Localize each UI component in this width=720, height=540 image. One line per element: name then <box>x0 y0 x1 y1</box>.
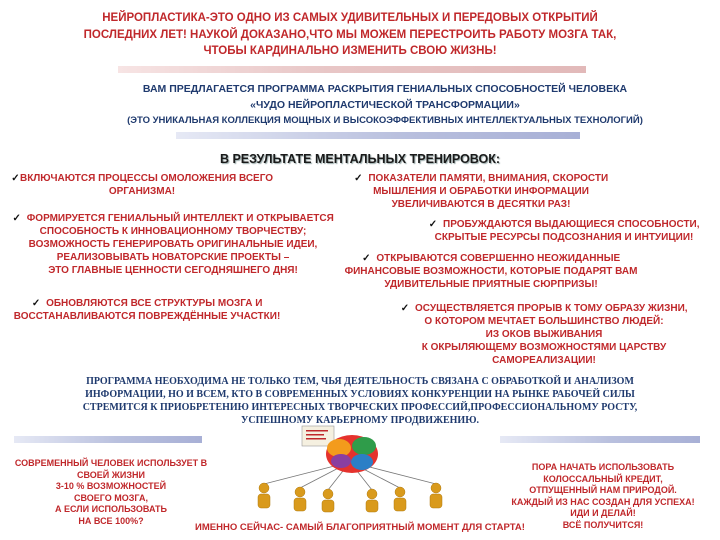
footer-call-to-action: ИМЕННО СЕЙЧАС- САМЫЙ БЛАГОПРИЯТНЫЙ МОМЕНТ ДЛЯ СТАРТА! <box>195 522 525 533</box>
bottom-left-text: СОВРЕМЕННЫЙ ЧЕЛОВЕК ИСПОЛЬЗУЕТ В СВОЕЙ ЖИЗНИ 3-10 % ВОЗМОЖНОСТЕЙ СВОЕГО МОЗГА, А ЕСЛИ ИСПОЛЬЗОВАТЬ НА ВСЕ 100%? <box>14 458 208 526</box>
checkmark-icon: ✓ <box>428 219 438 230</box>
checkmark-icon: ✓ <box>354 173 363 184</box>
brain-mindmap-illustration <box>240 424 460 520</box>
divider-blue-bottom-right <box>500 436 700 443</box>
program-line: (ЭТО УНИКАЛЬНАЯ КОЛЛЕКЦИЯ МОЩНЫХ И ВЫСОКОЭФФЕКТИВНЫХ ИНТЕЛЛЕКТУАЛЬНЫХ ТЕХНОЛОГИЙ) <box>127 115 643 126</box>
program-line: ВАМ ПРЕДЛАГАЕТСЯ ПРОГРАММА РАСКРЫТИЯ ГЕНИАЛЬНЫХ СПОСОБНОСТЕЙ ЧЕЛОВЕКА <box>142 83 628 95</box>
checkmark-icon: ✓ <box>12 213 21 224</box>
left-item-rejuvenation: ✓ВКЛЮЧАЮТСЯ ПРОЦЕССЫ ОМОЛОЖЕНИЯ ВСЕГО ОРГАНИЗМА! <box>11 173 274 197</box>
right-item-memory: ✓ ПОКАЗАТЕЛИ ПАМЯТИ, ВНИМАНИЯ, СКОРОСТИ МЫШЛЕНИЯ И ОБРАБОТКИ ИНФОРМАЦИИ УВЕЛИЧИВАЮТСЯ В ДЕСЯТКИ РАЗ! <box>354 173 609 210</box>
header-text <box>30 10 670 60</box>
header-line: НЕЙРОПЛАСТИКА-ЭТО ОДНО ИЗ САМЫХ УДИВИТЕЛЬНЫХ И ПЕРЕДОВЫХ ОТКРЫТИЙ <box>102 12 598 24</box>
results-heading: В РЕЗУЛЬТАТЕ МЕНТАЛЬНЫХ ТРЕНИРОВОК: <box>219 152 501 166</box>
divider-blue-top <box>176 132 580 139</box>
right-item-abilities: ✓ ПРОБУЖДАЮТСЯ ВЫДАЮЩИЕСЯ СПОСОБНОСТИ, СКРЫТЫЕ РЕСУРСЫ ПОДСОЗНАНИЯ И ИНТУИЦИИ! <box>428 219 700 243</box>
checkmark-icon: ✓ <box>11 173 20 184</box>
checkmark-icon: ✓ <box>31 298 41 309</box>
bottom-right-text: ПОРА НАЧАТЬ ИСПОЛЬЗОВАТЬ КОЛОССАЛЬНЫЙ КРЕДИТ, ОТПУЩЕННЫЙ НАМ ПРИРОДОЙ. КАЖДЫЙ ИЗ НАС СОЗДАН ДЛЯ УСПЕХА! ИДИ И ДЕЛАЙ! ВСЁ ПОЛУЧИТСЯ! <box>511 462 695 530</box>
header-line: ПОСЛЕДНИХ ЛЕТ! НАУКОЙ ДОКАЗАНО,ЧТО МЫ МОЖЕМ ПЕРЕСТРОИТЬ РАБОТУ МОЗГА ТАК, <box>83 28 617 41</box>
checkmark-icon: ✓ <box>400 303 410 314</box>
header-line: ЧТОБЫ КАРДИНАЛЬНО ИЗМЕНИТЬ СВОЮ ЖИЗНЬ! <box>203 45 497 57</box>
program-need-paragraph: ПРОГРАММА НЕОБХОДИМА НЕ ТОЛЬКО ТЕМ, ЧЬЯ ДЕЯТЕЛЬНОСТЬ СВЯЗАНА С ОБРАБОТКОЙ И АНАЛИЗОМ ИНФОРМАЦИИ, НО И ВСЕМ, КТО В СОВРЕМЕННЫХ УСЛОВИЯХ КОНКУРЕНЦИИ НА РЫНКЕ РАБОЧЕЙ СИЛЫ СТРЕМИТСЯ К ПРИОБРЕТЕНИЮ ИНТЕРЕСНЫХ ТВОРЧЕСКИХ ПРОФЕССИЙ,ПРОФЕССИОНАЛЬНОМУ РОСТУ, УСПЕШНОМУ КАРЬЕРНОМУ ПРОДВИЖЕНИЮ. <box>82 376 638 426</box>
program-text <box>60 82 710 129</box>
left-item-intellect: ✓ ФОРМИРУЕТСЯ ГЕНИАЛЬНЫЙ ИНТЕЛЛЕКТ И ОТКРЫВАЕТСЯ СПОСОБНОСТЬ К ИННОВАЦИОННОМУ ТВОРЧЕСТВУ; ВОЗМОЖНОСТЬ ГЕНЕРИРОВАТЬ ОРИГИНАЛЬНЫЕ ИДЕИ, РЕАЛИЗОВЫВАТЬ НОВАТОРСКИЕ ПРОЕКТЫ – ЭТО ГЛАВНЫЕ ЦЕННОСТИ СЕГОДНЯШНЕГО ДНЯ! <box>12 213 334 276</box>
checkmark-icon: ✓ <box>362 253 371 264</box>
right-item-finance: ✓ ОТКРЫВАЮТСЯ СОВЕРШЕННО НЕОЖИДАННЫЕ ФИНАНСОВЫЕ ВОЗМОЖНОСТИ, КОТОРЫЕ ПОДАРЯТ ВАМ УДИВИТЕЛЬНЫЕ ПРИЯТНЫЕ СЮРПРИЗЫ! <box>344 253 638 290</box>
divider-blue-bottom-left <box>14 436 202 443</box>
divider-red-top <box>118 66 586 73</box>
right-item-breakthrough: ✓ ОСУЩЕСТВЛЯЕТСЯ ПРОРЫВ К ТОМУ ОБРАЗУ ЖИЗНИ, О КОТОРОМ МЕЧТАЕТ БОЛЬШИНСТВО ЛЮДЕЙ: ИЗ ОКОВ ВЫЖИВАНИЯ К ОКРЫЛЯЮЩЕМУ ВОЗМОЖНОСТЯМИ ЦАРСТВУ САМОРЕАЛИЗАЦИИ! <box>400 303 688 366</box>
left-item-brain-structures: ✓ ОБНОВЛЯЮТСЯ ВСЕ СТРУКТУРЫ МОЗГА И ВОССТАНАВЛИВАЮТСЯ ПОВРЕЖДЁННЫЕ УЧАСТКИ! <box>13 298 281 322</box>
program-title: «ЧУДО НЕЙРОПЛАСТИЧЕСКОЙ ТРАНСФОРМАЦИИ» <box>250 98 520 111</box>
brain-illustration-svg <box>240 424 460 520</box>
